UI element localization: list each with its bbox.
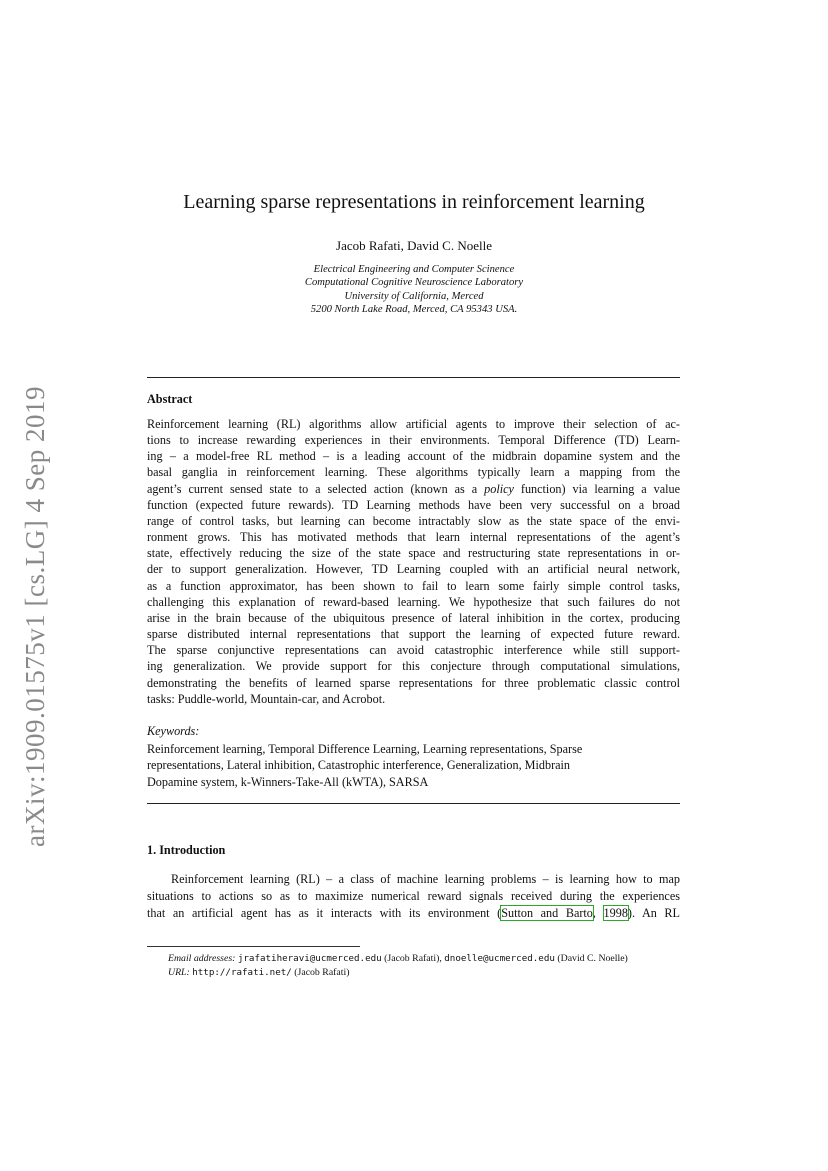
introduction-text: ). An RL (627, 906, 680, 920)
affiliation-line: Electrical Engineering and Computer Scinence (313, 264, 515, 275)
abstract-line: range of control tasks, but learning can become intractably slow as the state space of the envi- (147, 513, 680, 528)
abstract-line: tasks: Puddle-world, Mountain-car, and Acrobot. (147, 691, 386, 706)
abstract-line: Reinforcement learning (RL) algorithms allow artificial agents to improve their selection of ac- (147, 417, 680, 431)
abstract-line: challenging this explanation of reward-based learning. We hypothesize that such failures do not (147, 594, 680, 609)
abstract-line: tions to increase rewarding experiences in their environments. Temporal Difference (TD) Learn- (147, 433, 680, 448)
abstract-line: demonstrating the benefits of learned sparse representations for three problematic classic control (147, 675, 680, 690)
abstract-line: ronment grows. This has motivated methods that learn internal representations of the agent’s (147, 530, 680, 545)
introduction-line: situations to actions so as to maximize numerical reward signals received during the experiences (147, 889, 680, 903)
url-label: URL: (168, 967, 190, 978)
abstract-body (147, 416, 680, 707)
introduction-text: , (592, 906, 596, 920)
abstract-line: basal ganglia in reinforcement learning. These algorithms typically learn a mapping from the (147, 465, 680, 480)
abstract-text: function) via learning a value (520, 481, 681, 496)
abstract-line: The sparse conjunctive representations can avoid catastrophic interference while still support- (147, 643, 680, 658)
abstract-bottom-rule (147, 803, 680, 804)
keywords-body (147, 741, 680, 790)
arxiv-identifier-stamp: arXiv:1909.01575v1 [cs.LG] 4 Sep 2019 (20, 386, 50, 847)
section-heading-introduction: 1. Introduction (147, 843, 226, 857)
affiliation-line: Computational Cognitive Neuroscience Laboratory (304, 277, 524, 289)
abstract-line: der to support generalization. However, TD Learning coupled with an artificial neural network, (147, 562, 680, 577)
url-owner: (Jacob Rafati) (294, 967, 350, 978)
email-link-noelle[interactable]: dnoelle@ucmerced.edu (444, 953, 555, 964)
homepage-link[interactable]: http://rafati.net/ (192, 967, 292, 978)
introduction-body (147, 871, 680, 922)
abstract-heading: Abstract (147, 392, 193, 406)
abstract-line: ing generalization. We provide support for this conjecture through computational simulations, (147, 659, 680, 674)
citation-link-year[interactable]: 1998 (603, 906, 628, 920)
abstract-line: function (expected future rewards). TD Learning methods have been very successful on a broad (147, 497, 680, 512)
keywords-line: Dopamine system, k-Winners-Take-All (kWTA), SARSA (147, 774, 429, 789)
abstract-line: state, effectively reducing the size of the state space and restructuring state representations in or- (147, 546, 680, 561)
abstract-line: sparse distributed internal representations that support the learning of expected future reward. (147, 627, 680, 642)
footnote-url-line (168, 966, 628, 980)
policy-emphasis: policy (484, 481, 514, 496)
citation-link-authors[interactable]: Sutton and Barto (501, 906, 593, 920)
email-link-rafati[interactable]: jrafatiheravi@ucmerced.edu (237, 953, 382, 964)
keywords-line: representations, Lateral inhibition, Catastrophic interference, Generalization, Midbrain (147, 758, 571, 773)
footnote-rule (147, 946, 360, 947)
affiliation-line: 5200 North Lake Road, Merced, CA 95343 USA. (310, 303, 518, 315)
paper-title: Learning sparse representations in reinforcement learning (183, 191, 645, 213)
abstract-text: agent’s current sensed state to a selected action (known as a (147, 481, 478, 496)
paper-authors: Jacob Rafati, David C. Noelle (336, 238, 492, 253)
email-owner: (Jacob Rafati), (384, 953, 442, 964)
email-label: Email addresses: (168, 953, 236, 964)
abstract-top-rule (147, 377, 680, 378)
abstract-line: ing – a model-free RL method – is a leading account of the midbrain dopamine system and the (147, 449, 680, 464)
footnote-block (168, 952, 628, 980)
footnote-email-line (168, 952, 628, 966)
introduction-line (147, 905, 680, 922)
abstract-line: as a function approximator, has been shown to fail to learn some fairly simple control tasks, (147, 578, 680, 593)
email-owner: (David C. Noelle) (557, 953, 628, 964)
affiliation-block (0, 263, 828, 316)
keywords-line: Reinforcement learning, Temporal Difference Learning, Learning representations, Sparse (147, 742, 583, 756)
introduction-text: that an artificial agent has as it interacts with its environment ( (147, 906, 502, 920)
abstract-line (147, 481, 680, 497)
introduction-line: Reinforcement learning (RL) – a class of machine learning problems – is learning how to map (171, 872, 680, 886)
affiliation-line: University of California, Merced (344, 290, 484, 302)
keywords-heading: Keywords: (147, 724, 200, 738)
abstract-line: arise in the brain because of the ubiquitous presence of lateral inhibition in the cortex, producing (147, 610, 680, 625)
